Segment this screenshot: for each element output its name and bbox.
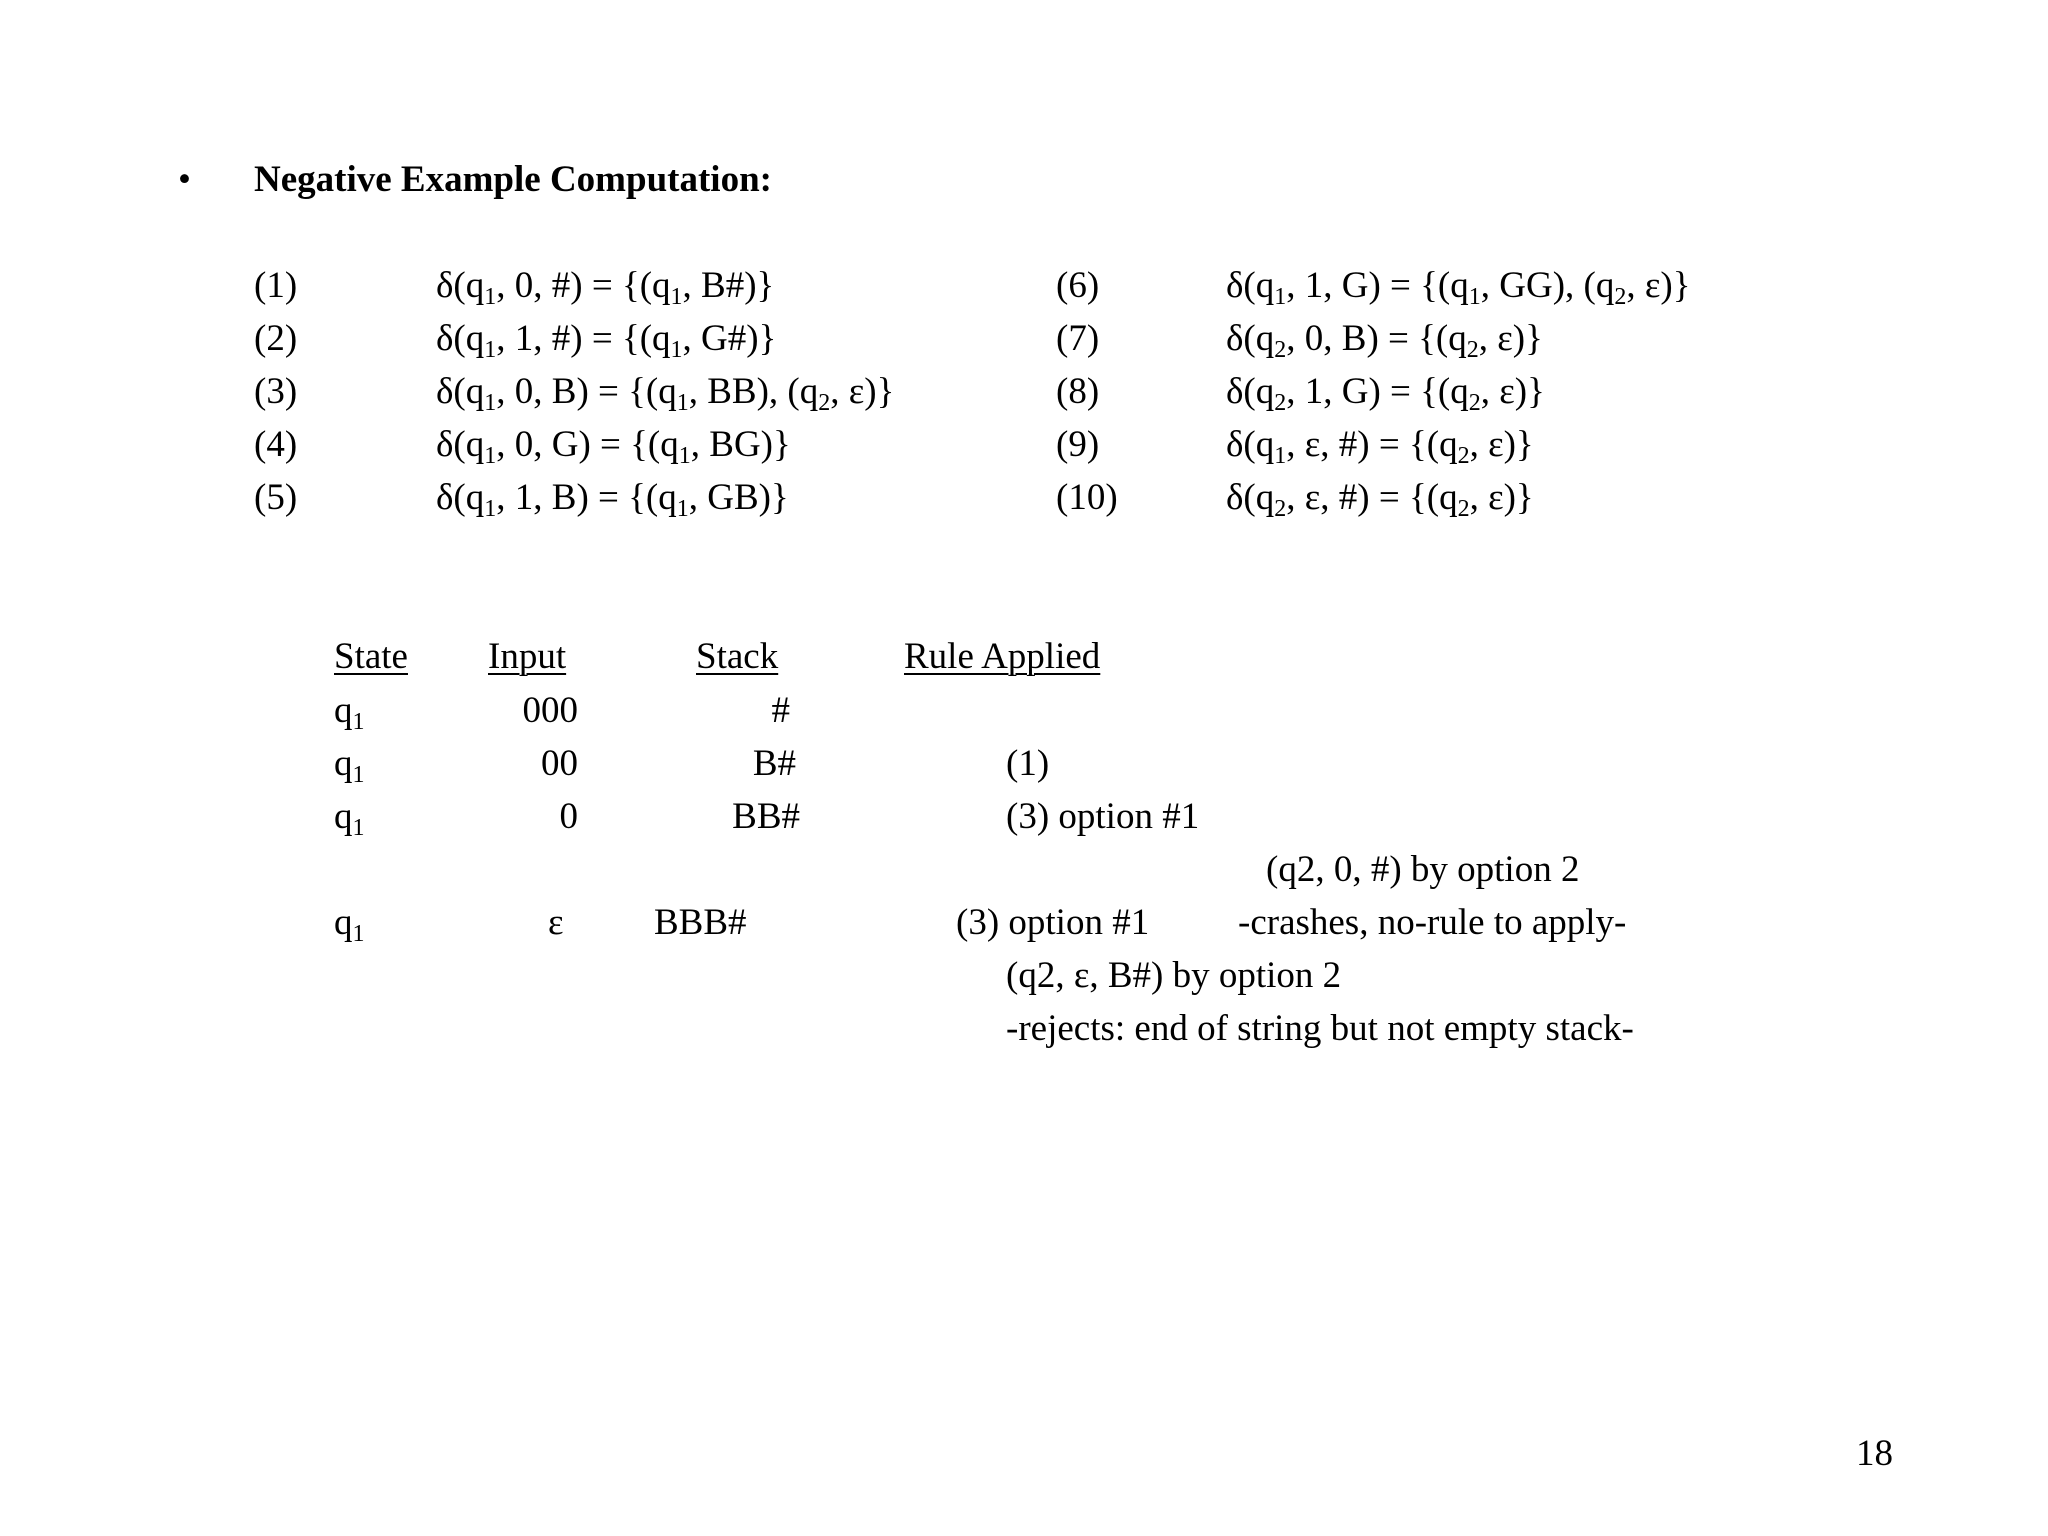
table-cell-input: 000 xyxy=(522,690,578,731)
table-cell-input: ε xyxy=(548,902,564,943)
rule-number: (2) xyxy=(254,318,298,359)
table-cell-stack: BB# xyxy=(732,796,800,837)
table-cell-stack: BBB# xyxy=(654,902,747,943)
rule-definition: $\delta(q_1$, 0, #) = {($q_1$, B#)} xyxy=(436,265,775,310)
column-header-stack: Stack xyxy=(696,636,779,677)
rule-number: (6) xyxy=(1056,265,1100,306)
branch-note-reject: -rejects: end of string but not empty stack- xyxy=(1006,1008,1634,1049)
rule-definition: $\delta(q_1$, 1, #) = {($q_1$, G#)} xyxy=(436,318,777,363)
rule-number: (5) xyxy=(254,477,298,518)
rule-definition: $\delta(q_2$, 1, $G) = \{(q_2$, ε)} xyxy=(1226,371,1545,416)
rule-definition: $\delta(q_2$, ε, #) = {($q_2$, ε)} xyxy=(1226,477,1534,522)
table-cell-input: 0 xyxy=(559,796,578,837)
table-cell-stack: B# xyxy=(752,743,796,784)
slide-heading: Negative Example Computation: xyxy=(254,159,772,200)
rule-number: (10) xyxy=(1056,477,1118,518)
table-cell-rule: (3) option #1 xyxy=(956,902,1150,943)
rule-definition: $\delta(q_1$, 0, $G) = \{(q_1$, BG)} xyxy=(436,424,791,469)
rule-number: (8) xyxy=(1056,371,1100,412)
rule-number: (7) xyxy=(1056,318,1100,359)
table-cell-state: $q_1$ xyxy=(334,796,365,841)
column-header-input: Input xyxy=(488,636,567,677)
table-cell-stack: # xyxy=(771,690,790,731)
table-cell-rule: (3) option #1 xyxy=(1006,796,1200,837)
rule-definition: $\delta(q_1$, 1, $B) = \{(q_1$, GB)} xyxy=(436,477,789,522)
branch-note-option2-eps: (q2, ε, B#) by option 2 xyxy=(1006,955,1342,996)
branch-note-option2: (q2, 0, #) by option 2 xyxy=(1266,849,1580,890)
rule-definition: $\delta(q_1$, 1, $G) = \{(q_1$, GG), ($q_2$, ε)} xyxy=(1226,265,1691,310)
table-cell-input: 00 xyxy=(541,743,578,784)
rule-definition: $\delta(q_1$, 0, $B) = \{(q_1$, BB), ($q_2$, ε)} xyxy=(436,371,895,416)
bullet-icon: • xyxy=(178,159,191,200)
rule-definition: $\delta(q_2$, 0, $B) = \{(q_2$, ε)} xyxy=(1226,318,1543,363)
column-header-state: State xyxy=(334,636,408,677)
rule-number: (1) xyxy=(254,265,298,306)
table-cell-rule: (1) xyxy=(1006,743,1050,784)
table-cell-state: $q_1$ xyxy=(334,690,365,735)
column-header-rule: Rule Applied xyxy=(904,636,1101,677)
branch-note-crash: -crashes, no-rule to apply- xyxy=(1238,902,1627,943)
rule-number: (3) xyxy=(254,371,298,412)
rule-definition: $\delta(q_1$, ε, #) = {($q_2$, ε)} xyxy=(1226,424,1534,469)
rule-number: (4) xyxy=(254,424,298,465)
table-cell-state: $q_1$ xyxy=(334,743,365,788)
rule-number: (9) xyxy=(1056,424,1100,465)
table-cell-state: $q_1$ xyxy=(334,902,365,947)
page-number: 18 xyxy=(1856,1433,1893,1474)
